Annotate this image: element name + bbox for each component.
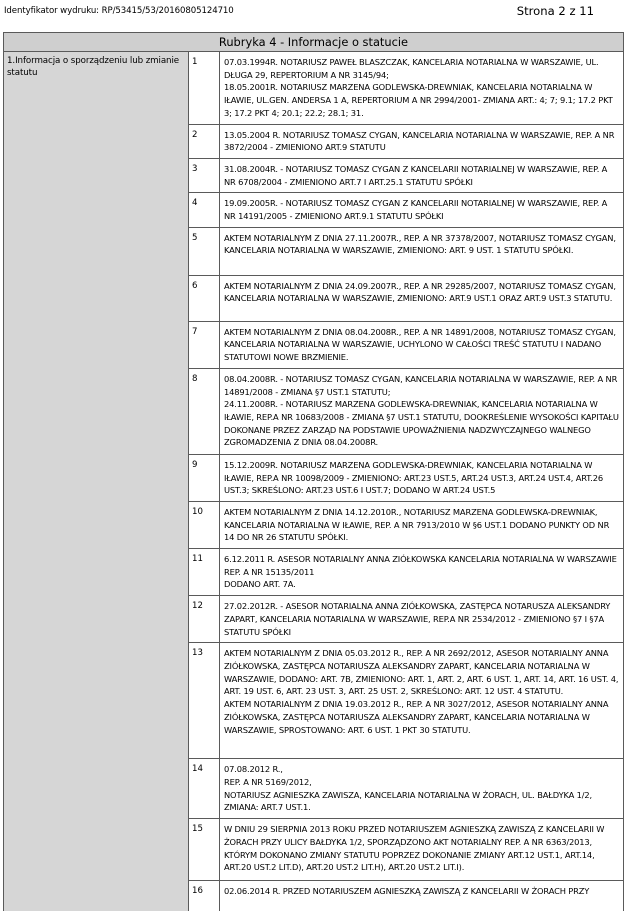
table-row [189,643,623,759]
entry-number: 6 [189,276,220,321]
entry-number: 2 [189,125,220,158]
table-row [189,193,623,227]
table-row [189,228,623,276]
entry-line: AKTEM NOTARIALNYM Z DNIA 19.03.2012 R., REP. A NR 3027/2012, ASESOR NOTARIALNY ANNA ZIÓŁKOWSKA, ZASTĘPCA NOTARIUSZA ALEKSANDRY ZAPART, KANCELARIA NOTARIALNA W WARSZAWIE, SPROSTOWANO: ART. 6 UST. 1 PKT 30 STATUTU. [224,699,609,735]
entry-number: 14 [189,759,220,818]
table-row [189,502,623,549]
entry-text [220,228,623,275]
table-row [189,159,623,193]
entry-line: 27.02.2012R. - ASESOR NOTARIALNA ANNA ZIÓŁKOWSKA, ZASTĘPCA NOTARUSZA ALEKSANDRY ZAPART, KANCELARIA NOTARIALNA W WARSZAWIE, REP.A NR 2534/2012 - ZMIENIONO §7 I §7A STATUTU SPÓŁKI [224,601,611,637]
entry-line: AKTEM NOTARIALNYM Z DNIA 27.11.2007R., REP. A NR 37378/2007, NOTARIUSZ TOMASZ CYGAN, KANCELARIA NOTARIALNA W WARSZAWIE, ZMIENIONO: ART. 9 UST. 1 STATUTU SPÓŁKI. [224,232,616,256]
entry-text [220,549,623,595]
entry-text [220,596,623,642]
entry-line: DODANO ART. 7A. [224,579,296,590]
entry-line: NOTARIUSZ AGNIESZKA ZAWISZA, KANCELARIA NOTARIALNA W ŻORACH, UL. BAŁDYKA 1/2, [224,789,593,800]
entry-line: ZMIANA: ART.7 UST.1. [224,802,311,813]
entry-text [220,276,623,321]
entry-line: 07.08.2012 R., [224,764,283,775]
entry-text [220,819,623,880]
entry-number: 13 [189,643,220,758]
entry-line: 13.05.2004 R. NOTARIUSZ TOMASZ CYGAN, KANCELARIA NOTARIALNA W WARSZAWIE, REP. A NR 3872/2004 - ZMIENIONO ART.9 STATUTU [224,129,615,153]
entry-text [220,52,623,124]
page-number: Strona 2 z 11 [516,4,594,18]
entry-number: 12 [189,596,220,642]
entry-text [220,322,623,368]
entry-text [220,643,623,758]
table-row [189,369,623,455]
page-header [0,0,628,24]
document-identifier: Identyfikator wydruku: RP/53415/53/20160805124710 [4,6,234,16]
entry-text [220,159,623,192]
entry-line: AKTEM NOTARIALNYM Z DNIA 14.12.2010R., NOTARIUSZ MARZENA GODLEWSKA-DREWNIAK, KANCELARIA NOTARIALNA W IŁAWIE, REP. A NR 7913/2010 W §6 UST.1 DODANO PUNKTY OD NR 14 DO NR 26 STATUTU SPÓŁKI. [224,506,610,543]
entry-number: 10 [189,502,220,548]
entry-line: AKTEM NOTARIALNYM Z DNIA 08.04.2008R., REP. A NR 14891/2008, NOTARIUSZ TOMASZ CYGAN, KANCELARIA NOTARIALNA W WARSZAWIE, UCHYLONO W CAŁOŚCI TREŚĆ STATUTU I NADANO STATUTOWI NOWE BRZMIENIE. [224,326,616,363]
entry-text [220,881,623,911]
entry-number: 16 [189,881,220,911]
table-row [189,125,623,159]
entry-line: AKTEM NOTARIALNYM Z DNIA 24.09.2007R., REP. A NR 29285/2007, NOTARIUSZ TOMASZ CYGAN, KANCELARIA NOTARIALNA W WARSZAWIE, ZMIENIONO: ART.9 UST.1 ORAZ ART.9 UST.3 STATUTU. [224,280,616,304]
entry-text [220,193,623,226]
table-body [4,52,623,911]
table-row [189,455,623,502]
entry-number: 1 [189,52,220,124]
entry-number: 15 [189,819,220,880]
entry-text [220,759,623,818]
entries-list [189,52,623,911]
entry-line: 18.05.2001R. NOTARIUSZ MARZENA GODLEWSKA-DREWNIAK, KANCELARIA NOTARIALNA W IŁAWIE, UL.GEN. ANDERSA 1 A, REPERTORIUM A NR 2994/2001- ZMIANA ART.: 4; 7; 9.1; 17.2 PKT 3; 17.2 PKT 4; 20.1; 22.2; 28.1; 31. [224,82,613,118]
entry-line: 19.09.2005R. - NOTARIUSZ TOMASZ CYGAN Z KANCELARII NOTARIALNEJ W WARSZAWIE, REP. A NR 14191/2005 - ZMIENIONO ART.9.1 STATUTU SPÓŁKI [224,198,608,222]
entry-number: 9 [189,455,220,501]
table-row [189,819,623,881]
entry-number: 8 [189,369,220,454]
entry-text [220,369,623,454]
table-row [189,881,623,911]
entry-line: 24.11.2008R. - NOTARIUSZ MARZENA GODLEWSKA-DREWNIAK, KANCELARIA NOTARIALNA W IŁAWIE, REP.A NR 10683/2008 - ZMIANA §7 UST.1 STATUTU, DOOKREŚLENIE WYSOKOŚCI KAPITAŁU DOKONANE PRZEZ ZARZĄD NA PODSTAWIE UPOWAŻNIENIA NADZWYCZAJNEGO WALNEGO ZGROMADZENIA Z DNIA 08.04.2008R. [224,399,619,448]
entry-number: 11 [189,549,220,595]
entry-line: 02.06.2014 R. PRZED NOTARIUSZEM AGNIESZKĄ ZAWISZĄ Z KANCELARII W ŻORACH PRZY [224,886,590,897]
entry-line: 07.03.1994R. NOTARIUSZ PAWEŁ BLASZCZAK, KANCELARIA NOTARIALNA W WARSZAWIE, UL. DŁUGA 29, REPERTORIUM A NR 3145/94; [224,57,599,80]
entry-line: AKTEM NOTARIALNYM Z DNIA 05.03.2012 R., REP. A NR 2692/2012, ASESOR NOTARIALNY ANNA ZIÓŁKOWSKA, ZASTĘPCA NOTARIUSZA ALEKSANDRY ZAPART, KANCELARIA NOTARIALNA W WARSZAWIE, DODANO: ART. 7B, ZMIENIONO: ART. 1, ART. 2, ART. 6 UST. 1, ART. 14, ART. 16 UST. 4, ART. 19 UST. 6, ART. 23 UST. 3, ART. 25 UST. 2, SKREŚLONO: ART. 12 UST. 4 STATUTU. [224,648,619,697]
table-row [189,596,623,643]
entry-line: 15.12.2009R. NOTARIUSZ MARZENA GODLEWSKA-DREWNIAK, KANCELARIA NOTARIALNA W IŁAWIE, REP.A NR 10098/2009 - ZMIENIONO: ART.23 UST.5, ART.24 UST.3, ART.24 UST.4, ART.26 UST.3; SKREŚLONO: ART.23 UST.6 I UST.7; DODANO W ART.24 UST.5 [224,459,603,496]
entry-number: 3 [189,159,220,192]
entry-text [220,502,623,548]
table-row [189,276,623,322]
entry-line: W DNIU 29 SIERPNIA 2013 ROKU PRZED NOTARIUSZEM AGNIESZKĄ ZAWISZĄ Z KANCELARII W ŻORACH PRZY ULICY BAŁDYKA 1/2, SPORZĄDZONO AKT NOTARIALNY REP. A NR 6363/2013, KTÓRYM DOKONANO ZMIANY STATUTU POPRZEZ DOKONANIE ZMIANY ART.12 UST.1, ART.14, ART.20 UST.2 LIT.D), ART.20 UST.2 LIT.H), ART.20 UST.2 LIT.I). [224,824,605,873]
entry-number: 7 [189,322,220,368]
statute-table [3,32,624,911]
entry-line: 6.12.2011 R. ASESOR NOTARIALNY ANNA ZIÓŁKOWSKA KANCELARIA NOTARIALNA W WARSZAWIE REP. A NR 15135/2011 [224,554,617,577]
entry-text [220,455,623,501]
entry-number: 5 [189,228,220,275]
table-row [189,549,623,596]
section-title: Rubryka 4 - Informacje o statucie [4,33,623,52]
entry-line: 08.04.2008R. - NOTARIUSZ TOMASZ CYGAN, KANCELARIA NOTARIALNA W WARSZAWIE, REP. A NR 14891/2008 - ZMIANA §7 UST.1 STATUTU; [224,373,618,397]
table-row [189,52,623,125]
entry-text [220,125,623,158]
entry-line: REP. A NR 5169/2012, [224,776,312,787]
field-label: 1.Informacja o sporządzeniu lub zmianie statutu [4,52,189,911]
table-row [189,322,623,369]
table-row [189,759,623,819]
entry-line: 31.08.2004R. - NOTARIUSZ TOMASZ CYGAN Z KANCELARII NOTARIALNEJ W WARSZAWIE, REP. A NR 6708/2004 - ZMIENIONO ART.7 I ART.25.1 STATUTU SPÓŁKI [224,163,608,187]
entry-number: 4 [189,193,220,226]
